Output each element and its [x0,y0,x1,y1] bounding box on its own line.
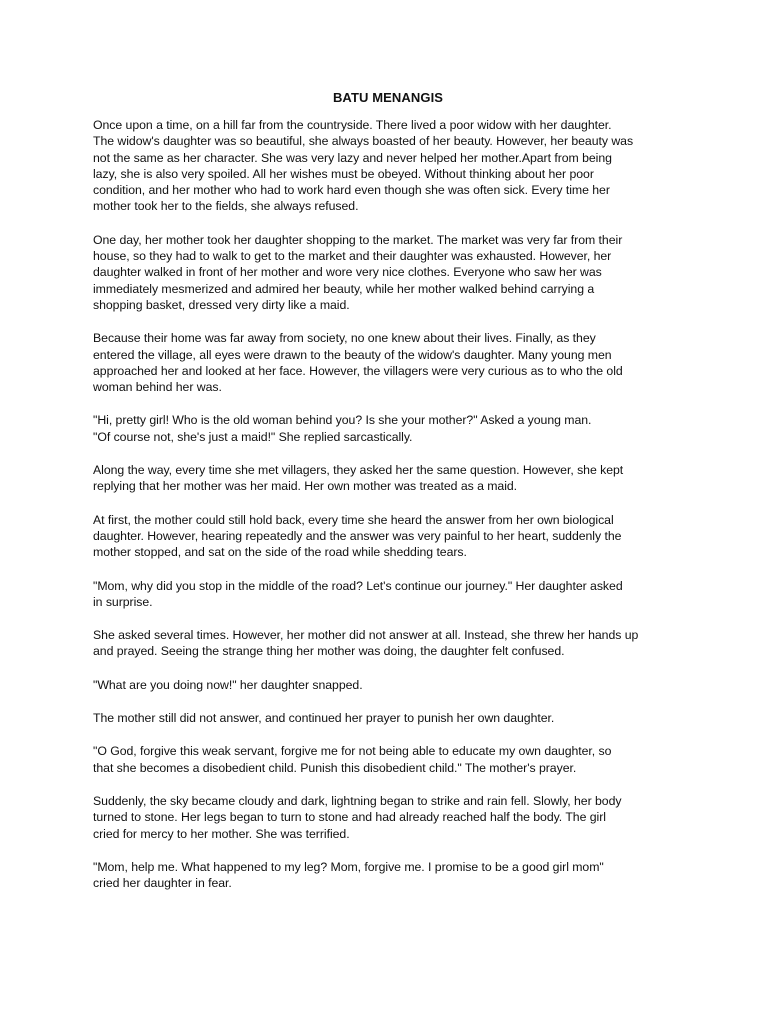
document-body [93,90,683,908]
paragraph-7: "Mom, why did you stop in the middle of the road? Let's continue our journey." Her daughter asked in surprise. [93,578,623,609]
paragraph-12: Suddenly, the sky became cloudy and dark, lightning began to strike and rain fell. Slowly, her body turned to stone. Her legs began to turn to stone and had already reached half the body. The girl cried for mercy to her mother. She was terrified. [93,793,622,841]
paragraph-11: "O God, forgive this weak servant, forgive me for not being able to educate my own daughter, so that she becomes a disobedient child. Punish this disobedient child." The mother's prayer. [93,744,612,775]
paragraph-13: "Mom, help me. What happened to my leg? Mom, forgive me. I promise to be a good girl mom" cried her daughter in fear. [93,859,604,891]
paragraph-8: She asked several times. However, her mother did not answer at all. Instead, she threw her hands up and prayed. Seeing the strange thing her mother was doing, the daughter felt confused. [93,628,639,659]
paragraph-2: One day, her mother took her daughter shopping to the market. The market was very far from their house, so they had to walk to get to the market and their daughter was exhausted. However, her daughter walked in front of her mother and wore very nice clothes. Everyone who saw her was immediately mesmerized and admired her beauty, while her mother walked behind carrying a shopping basket, dressed very dirty like a maid. [93,232,623,312]
paragraph-4: "Hi, pretty girl! Who is the old woman behind you? Is she your mother?" Asked a young man. "Of course not, she's just a maid!" She replied sarcastically. [93,413,592,444]
paragraph-1: Once upon a time, on a hill far from the countryside. There lived a poor widow with her daughter. The widow's daughter was so beautiful, she always boasted of her beauty. However, her beauty was not the same as her character. She was very lazy and never helped her mother.Apart from being lazy, she is also very spoiled. All her wishes must be obeyed. Without thinking about her poor condition, and her mother who had to work hard even though she was often sick. Every time her mother took her to the fields, she always refused. [93,118,634,214]
paragraph-3: Because their home was far away from society, no one knew about their lives. Finally, as they entered the village, all eyes were drawn to the beauty of the widow's daughter. Many young men approached her and looked at her face. However, the villagers were very curious as to who the old woman behind her was. [93,331,623,395]
paragraph-5: Along the way, every time she met villagers, they asked her the same question. However, she kept replying that her mother was her maid. Her own mother was treated as a maid. [93,463,624,494]
paragraph-6: At first, the mother could still hold back, every time she heard the answer from her own biological daughter. However, hearing repeatedly and the answer was very painful to her heart, suddenly the mother stopped, and sat on the side of the road while shedding tears. [93,512,622,560]
paragraph-10: The mother still did not answer, and continued her prayer to punish her own daughter. [93,711,555,726]
document-title: BATU MENANGIS [332,90,444,105]
paragraph-9: "What are you doing now!" her daughter snapped. [93,677,363,692]
